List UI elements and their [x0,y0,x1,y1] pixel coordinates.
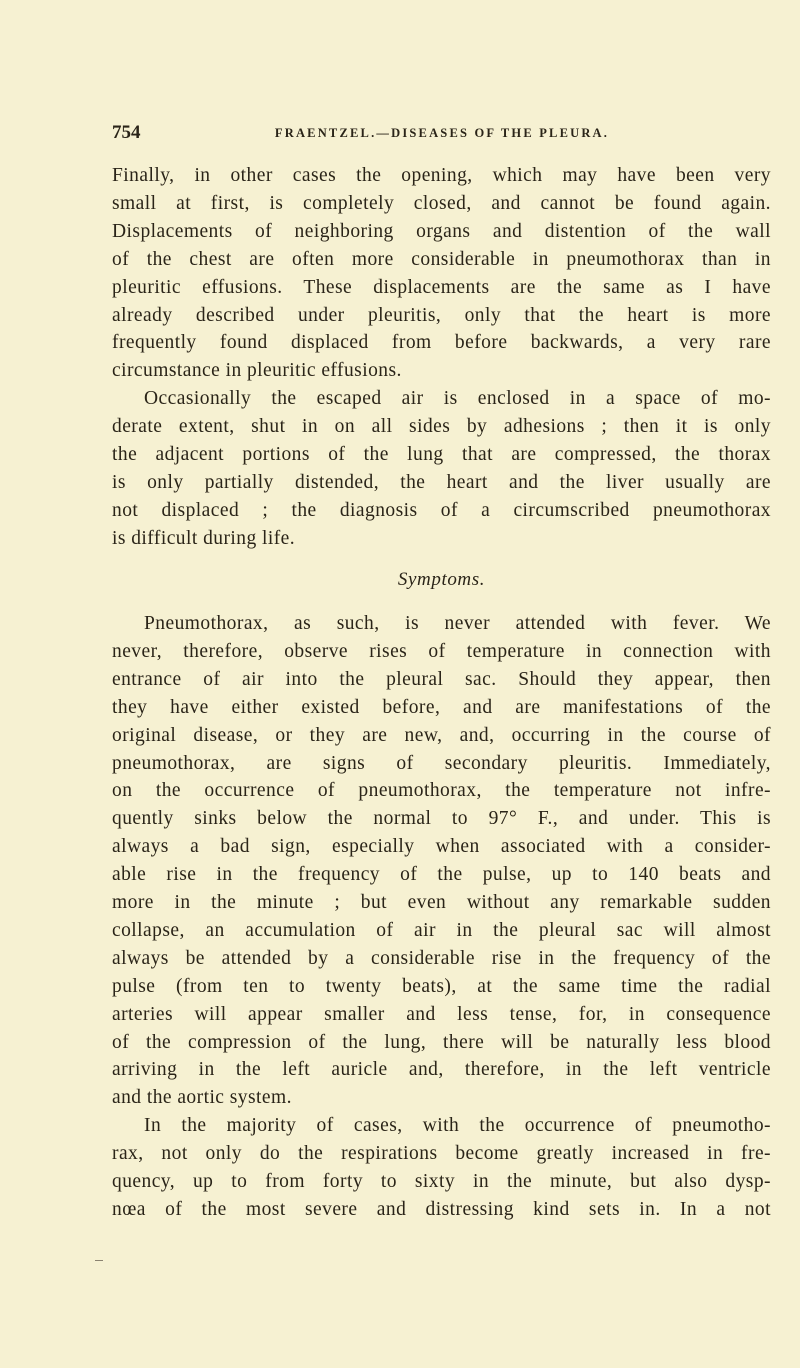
text-line: quently sinks below the normal to 97° F., and under. This is [112,808,771,830]
text-line: not displaced ; the diagnosis of a circumscribed pneumothorax [112,499,771,521]
page-number: 754 [112,122,141,143]
text-line: and the aortic system. [112,1087,292,1109]
text-line: arriving in the left auricle and, therefore, in the left ventricle [112,1059,771,1081]
text-line: the adjacent portions of the lung that are compressed, the thorax [112,444,771,465]
text-line: In the majority of cases, with the occurrence of pneumotho- [144,1115,771,1137]
text-line: Displacements of neighboring organs and distention of the wall [112,220,771,242]
text-line: Finally, in other cases the opening, which may have been very [112,165,771,186]
text-line: they have either existed before, and are manifestations of the [112,696,771,718]
text-line: circumstance in pleuritic effusions. [112,360,402,382]
text-line: is difficult during life. [112,527,296,549]
text-line: able rise in the frequency of the pulse, up to 140 beats and [112,864,771,886]
text-line: collapse, an accumulation of air in the pleural sac will almost [112,919,771,941]
text-line: already described under pleuritis, only that the heart is more [112,304,771,326]
text-line: rax, not only do the respirations become greatly increased in fre- [112,1143,771,1165]
text-line: pneumothorax, are signs of secondary pleuritis. Immediately, [112,752,771,774]
text-line: on the occurrence of pneumothorax, the temperature not infre- [112,780,771,802]
text-line: arteries will appear smaller and less tense, for, in consequence [112,1003,771,1025]
text-line: Occasionally the escaped air is enclosed in a space of mo- [144,388,771,410]
section-heading-symptoms: Symptoms. [397,569,486,590]
text-line: pulse (from ten to twenty beats), at the same time the radial [112,975,771,997]
text-line: frequently found displaced from before backwards, a very rare [112,332,771,354]
text-line: never, therefore, observe rises of temperature in connection with [112,640,771,662]
running-head: FRAENTZEL.—DISEASES OF THE PLEURA. [274,126,610,140]
scan-speck [95,1260,103,1261]
text-line: derate extent, shut in on all sides by adhesions ; then it is only [112,416,771,438]
text-line: Pneumothorax, as such, is never attended with fever. We [144,613,771,634]
text-line: original disease, or they are new, and, occurring in the course of [112,724,771,746]
text-line: always a bad sign, especially when associated with a consider- [112,836,771,858]
text-line: small at first, is completely closed, and cannot be found again. [112,192,771,214]
text-line: more in the minute ; but even without any remarkable sudden [112,892,771,913]
text-line: of the compression of the lung, there will be naturally less blood [112,1031,771,1053]
text-line: nœa of the most severe and distressing kind sets in. In a not [112,1198,771,1220]
text-line: always be attended by a considerable rise in the frequency of the [112,947,771,969]
text-line: entrance of air into the pleural sac. Should they appear, then [112,668,771,690]
text-line: quency, up to from forty to sixty in the minute, but also dysp- [112,1171,771,1192]
text-line: of the chest are often more considerable in pneumothorax than in [112,248,771,270]
text-line: pleuritic effusions. These displacements are the same as I have [112,276,771,298]
text-line: is only partially distended, the heart and the liver usually are [112,471,771,493]
